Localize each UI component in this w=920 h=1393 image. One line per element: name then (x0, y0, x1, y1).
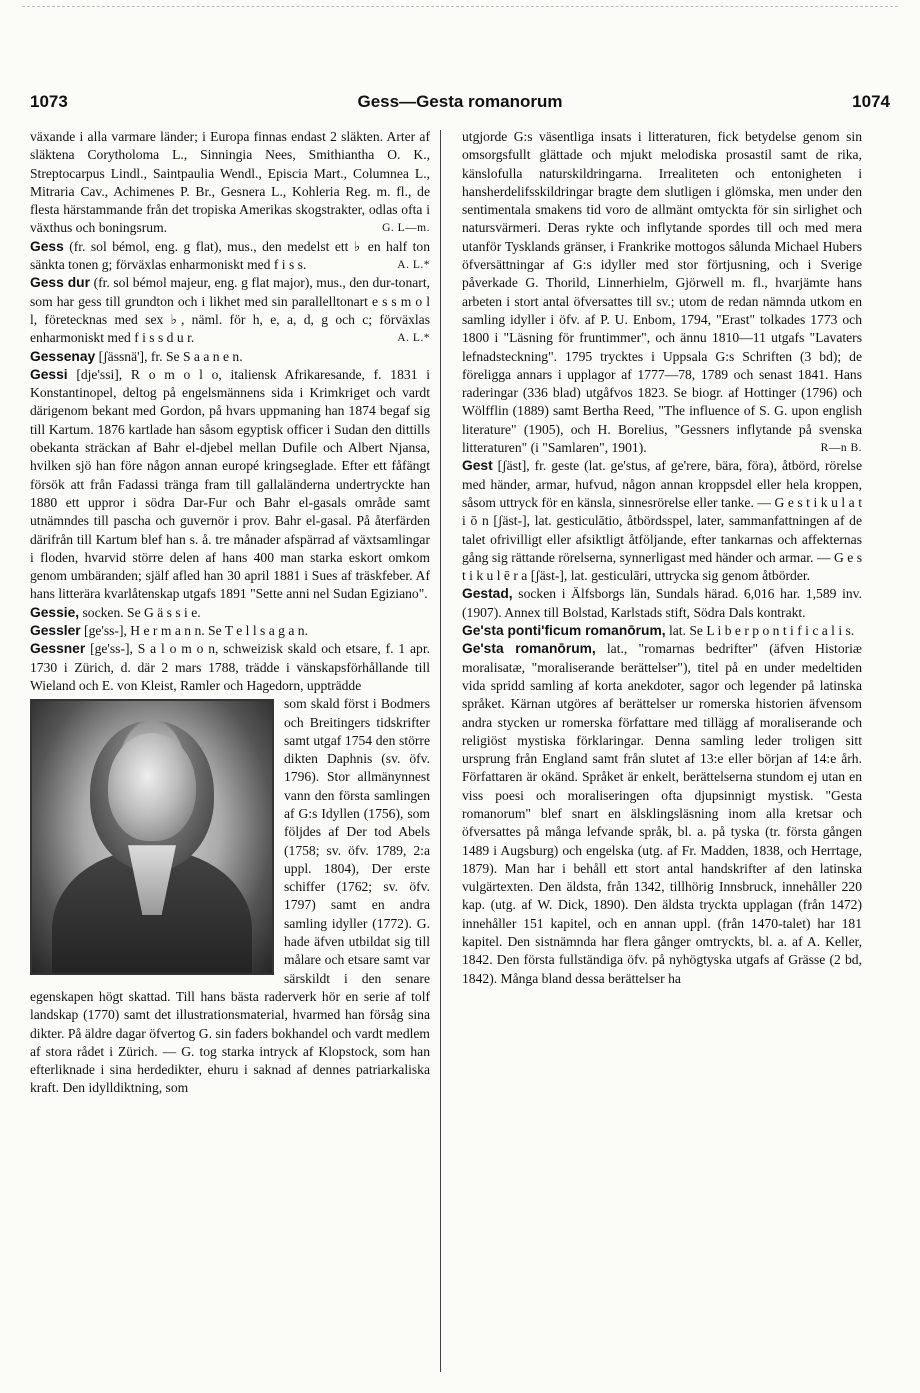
page-header (30, 92, 890, 118)
headword: Ge'sta romanōrum, (462, 641, 596, 657)
entry-gessler (30, 622, 430, 640)
entry-gess (30, 238, 430, 275)
entry-text: lat., "romarnas bedrifter" (äfven Historiæ moralisatæ, "moraliserande berättelser"), titel på en under medeltiden vida spridd samling af korta anekdoter, sagor och legender på latinska språket. Kärnan utgöres af berättelser ur romerska historien äfvensom andra stycken ur romerska författare med tillägg af moraliserande och religiöst mystiska förklaringar. Denna samling leder troligen sitt ursprung från England samt från slutet af 13:e eller början af 14:e årh. Författaren är okänd. Språket är enkelt, berättelserna stundom ej utan en viss poesi och moraliseringen ofta djupsinnigt mystisk. "Gesta romanorum" blef snart en älsklingsläsning inom alla kretsar och öfversattes på många lefvande språk, bl. a. på tyska (tr. första gången 1489 i Augsburg) och engelska (utg. af Fr. Madden, 1838, och Herrtage, 1879). Man har i behåll ett stort antal handskrifter af den latinska vulgärtexten. Den äldsta, från 1342, tillhörig Innsbruck, innehåller 220 kap. (utg. af W. Dick, 1890). Den äldsta tryckta upplagan (från 1472) innehåller 151 kapitel, och en annan uppl. (från 1470-talet) har 181 kapitel. Den sistnämnda har flera gånger omtryckts, bl. a. af A. Keller, 1842. Den första fullständiga öfv. på nyhögtyska utgafs af Grässe (2 bd, 1842). Många bland dessa berättelser ha (462, 641, 862, 986)
entry-text: [dje'ssi], R o m o l o, italiensk Afrikaresande, f. 1831 i Konstantinopel, deltog på engelsmännens sida i Krimkriget och vardt därigenom bekant med Gordon, på hvars uppmaning han 1874 begaf sig till Kartum. 1876 kartlade han såsom egyptisk officer i Sudan den dittills obekanta sträckan af Bahr el-djebel mellan Dufile och Albert Njansa, hvilken sjö han före någon annan europé kringseglade. Efter ett fåfängt försök att från Fadassi tränga fram till gallaländerna undertryckte han 1880 ett uppror i södra Dar-Fur och Bahr el-gasals område samt utnämndes till pascha och guvernör i prov. Bahr el-gasal. På återfärden därifrån till Kartum blef han s. å. tre månader afspärrad af växtsamlingar i floden, hvarvid större delen af hans 400 man starka eskort omkom genom umbäranden; själf afled han 30 april 1881 i Sues af träskfeber. Af hans litterära kvarlåtenskap utgafs 1891 "Sette anni nel Sudan Egiziano". (30, 366, 430, 602)
headword: Gess (30, 238, 64, 254)
entry-gess-dur (30, 274, 430, 347)
entry-continuation (462, 128, 862, 457)
entry-gessner (30, 640, 430, 695)
signature: A. L.* (397, 259, 430, 272)
page-number-right: 1074 (852, 92, 890, 111)
entry-text: som skald först i Bodmers och Breitingers tidskrifter samt utgaf 1754 den större dikten Daphnis (sv. öfv. 1796). Stor allmänynnest vann den första samlingen af G:s Idyllen (1756), som följdes af Der tod Abels (1758; sv. öfv. 1789, 2:a uppl. 1804), Der erste schiffer (1762; sv. öfv. 1797) samt en andra samling idyller (1772). G. hade äfven utbildat sig till målare och etsare samt var särskildt i den senare egenskapen högt skattad. Till hans bästa raderverk hör en serie af tolf landskap (1770) samt det illustrationsmaterial, hvarmed han försåg sina dikter. På äldre dagar öfvertog G. sin faders bokhandel och vardt medlem af stora rådet i Zürich. — G. tog starka intryck af Klopstock, som han efterliknade i sina herdedikter, ehuru i saknad af dennes patriarkaliska kraft. Den idylldiktning, som (30, 696, 430, 1096)
entry-gesta-romanorum (462, 640, 862, 988)
entry-text: [ʃäst], fr. geste (lat. ge'stus, af ge'rere, bära, föra), åtbörd, rörelse med händer, armar, hufvud, någon annan kroppsdel eller hela kroppen, såsom uttryck för en känsla, sinnesrörelse eller tanke. — G e s t i k u l a t i ō n [ʃäst-], lat. gesticulātio, åtbördsspel, later, sammanfattningen af de talet ofrivilligt eller afsiktligt åtföljande, efter tankarnas och affekternas gång sig rättande rörelserna, synnerligast med händer och armar. — G e s t i k u l ē r a [ʃäst-], lat. gesticulāri, uttrycka sig genom åtbörder. (462, 458, 862, 584)
entry-text: utgjorde G:s väsentliga insats i litteraturen, fick betydelse genom sin omsorgsfullt glättade och mjukt melodiska prosastil samt de rika, känslofulla naturskildringarna. Irrealiteten och entonigheten i hansherdelifsskildringar bragte dem slutligen i glömska, men under den sentimentala smakens tid voro de allmänt omtyckta för sin sirlighet och natursvärmeri. Deras rykte och inflytande spordes till och med mera utanför Tysklands gränser, i Frankrike mottogos sålunda Michael Hubers öfversättningar af G:s idyller med stor förtjusning, och i Sverige påverkade G. Thorild, Linnerhielm, Gjörwell m. fl., hvarjämte hans arbeten i stort antal öfversattes till sv.; utom de redan nämnda utkom en samling idyller i öfv. af P. U. Enbom, 1794, "Erast" tolkades 1773 och 1800 i "Läsning för fruntimmer", och ännu 1810—11 utgafs "Lavaters lefnadsteckning". 1795 trycktes i Uppsala G:s Schriften (3 bd); de föreligga annars i upplagor af 1777—78, 1789 och senast 1841. Hans raderingar (336 blad) utgåfvos 1823. Se biogr. af Hottinger (1796) och Wölfflin (1889) samt Bertha Reed, "The influence of S. G. upon english literature" (1905), och H. Borelius, "Gessners inflytande på svenska litteraturen" (i "Samlaren", 1901). (462, 129, 862, 456)
headword: Ge'sta ponti'ficum romanōrum, (462, 623, 666, 639)
headword: Gessler (30, 623, 81, 639)
column-divider (440, 130, 441, 1372)
entry-gessie (30, 604, 430, 622)
headword: Gessie, (30, 604, 80, 620)
entry-text: växande i alla varmare länder; i Europa finnas endast 2 släkten. Arter af släktena Corytholoma L., Sinningia Nees, Smithiantha O. K., Streptocarpus Lindl., Saintpaulia Wendl., Episcia Mart., Columnea L., Mitraria Cav., Achimenes P. Br., Gesnera L., Kohleria Reg. m. fl., de flesta härstammande från det tropiska Amerikas skogstrakter, odlas ofta i växthus och boningsrum. (30, 129, 430, 236)
signature: R—n B. (820, 442, 862, 455)
entry-text: lat. Se L i b e r p o n t i f i c a l i s. (668, 623, 855, 639)
gessner-portrait (30, 699, 274, 975)
signature: A. L.* (397, 332, 430, 345)
headword: Gessi (30, 366, 68, 382)
signature: G. L—m. (382, 222, 430, 235)
entry-gest (462, 457, 862, 585)
entry-text: socken i Älfsborgs län, Sundals härad. 6,016 har. 1,589 inv. (1907). Annex till Bolstad, Karlstads stift, Södra Dals kontrakt. (462, 586, 862, 620)
portrait-frame (30, 699, 274, 975)
running-title: Gess—Gesta romanorum (357, 92, 563, 111)
entry-gessi (30, 366, 430, 604)
entry-continuation (30, 128, 430, 238)
headword: Gessenay (30, 348, 96, 364)
entry-text: (fr. sol bémol, eng. g flat), mus., den medelst ett ♭ en half ton sänkta tonen g; förväxlas enharmoniskt med f i s s. (30, 238, 430, 273)
left-column (30, 128, 430, 1376)
entry-text: [ge'ss-], S a l o m o n, schweizisk skald och etsare, f. 1 apr. 1730 i Zürich, d. där 2 mars 1788, trädde i vänskapsförhållande till Wieland och E. von Kleist, Ramler och Hagedorn, uppträdde (30, 641, 430, 693)
entry-text: socken. Se G ä s s i e. (82, 604, 201, 620)
entry-text: (fr. sol bémol majeur, eng. g flat major), mus., den dur-tonart, som har gess till grundton och i likhet med sin parallelltonart e s s m o l l, företecknas med sex ♭, näml. för h, e, a, d, g och c; förväxlas enharmoniskt med f i s s d u r. (30, 275, 430, 346)
headword: Gest (462, 458, 493, 474)
headword: Gessner (30, 641, 86, 657)
top-rule (22, 6, 898, 7)
page-number-left: 1073 (30, 92, 68, 111)
headword: Gess dur (30, 275, 90, 291)
right-column (462, 128, 862, 1376)
entry-gesta-pontificum (462, 622, 862, 640)
entry-gestad (462, 585, 862, 622)
entry-text: [ge'ss-], H e r m a n n. Se T e l l s a g a n. (84, 623, 308, 639)
headword: Gestad, (462, 586, 513, 602)
entry-gessenay (30, 348, 430, 366)
entry-text: [ʃässnä'], fr. Se S a a n e n. (98, 348, 243, 364)
